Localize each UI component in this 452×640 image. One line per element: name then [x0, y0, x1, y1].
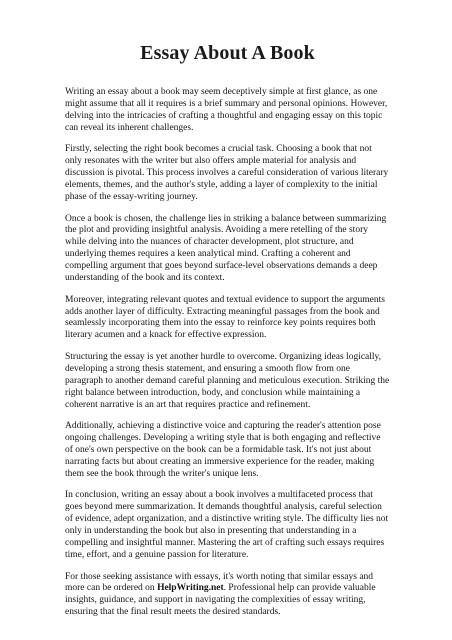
paragraph-quotes-evidence: Moreover, integrating relevant quotes and textual evidence to support the arguments adds another layer of difficulty. Extracting meaningful passages from the book and seamlessly incorporating them into the essay to reinforce key points requires both literary acumen and a knack for effective expression.	[65, 294, 385, 341]
paragraph-summary-analysis: Once a book is chosen, the challenge lies in striking a balance between summarizing the plot and providing insightful analysis. Avoiding a mere retelling of the story while delving into the nuances of character development, plot structure, and underlying themes requires a keen analytical mind. Crafting a coherent and compelling argument that goes beyond surface-level observations demands a deep understanding of the book and its context.	[65, 213, 387, 284]
paragraph-conclusion: In conclusion, writing an essay about a book involves a multifaceted process that goes beyond mere summarization. It demands thoughtful analysis, careful selection of evidence, adept organization, and a distinctive writing style. The difficulty lies not only in understanding the book but also in presenting that understanding in a compelling and insightful manner. Mastering the art of crafting such essays requires time, effort, and a genuine passion for literature.	[65, 490, 389, 560]
paragraph-closing	[65, 572, 390, 620]
paragraph-voice: Additionally, achieving a distinctive voice and capturing the reader's attention pose ongoing challenges. Developing a writing style that is both engaging and reflective of one's own perspective on the book can be a formidable task. It's not just about narrating facts but about creating an immersive experience for the reader, making them see the book through the writer's unique lens.	[65, 421, 381, 479]
paragraph-intro: Writing an essay about a book may seem deceptively simple at first glance, as one might assume that all it requires is a brief summary and personal opinions. However, delving into the intricacies of crafting a thoughtful and engaging essay on this topic can reveal its inherent challenges.	[65, 87, 388, 133]
closing-text-before: For those seeking assistance with essays, it's worth noting that similar essays and more can be ordered on	[65, 571, 374, 594]
document-title: Essay About A Book	[140, 42, 315, 64]
helpwriting-link[interactable]: HelpWriting.net	[157, 583, 224, 594]
closing-text-after: . Professional help can provide valuable insights, guidance, and support in navigating the complexities of essay writing, ensuring that the final result meets the desired standards.	[65, 583, 376, 618]
paragraph-selecting-book: Firstly, selecting the right book becomes a crucial task. Choosing a book that not only resonates with the writer but also offers ample material for analysis and discussion is pivotal. This process involves a careful consideration of various literary elements, themes, and the author's style, adding a layer of complexity to the initial phase of the essay-writing journey.	[65, 144, 389, 202]
paragraph-structure: Structuring the essay is yet another hurdle to overcome. Organizing ideas logically, developing a strong thesis statement, and ensuring a smooth flow from one paragraph to another demand careful planning and meticulous execution. Striking the right balance between introduction, body, and conclusion while maintaining a coherent narrative is an art that requires practice and refinement.	[65, 351, 390, 410]
